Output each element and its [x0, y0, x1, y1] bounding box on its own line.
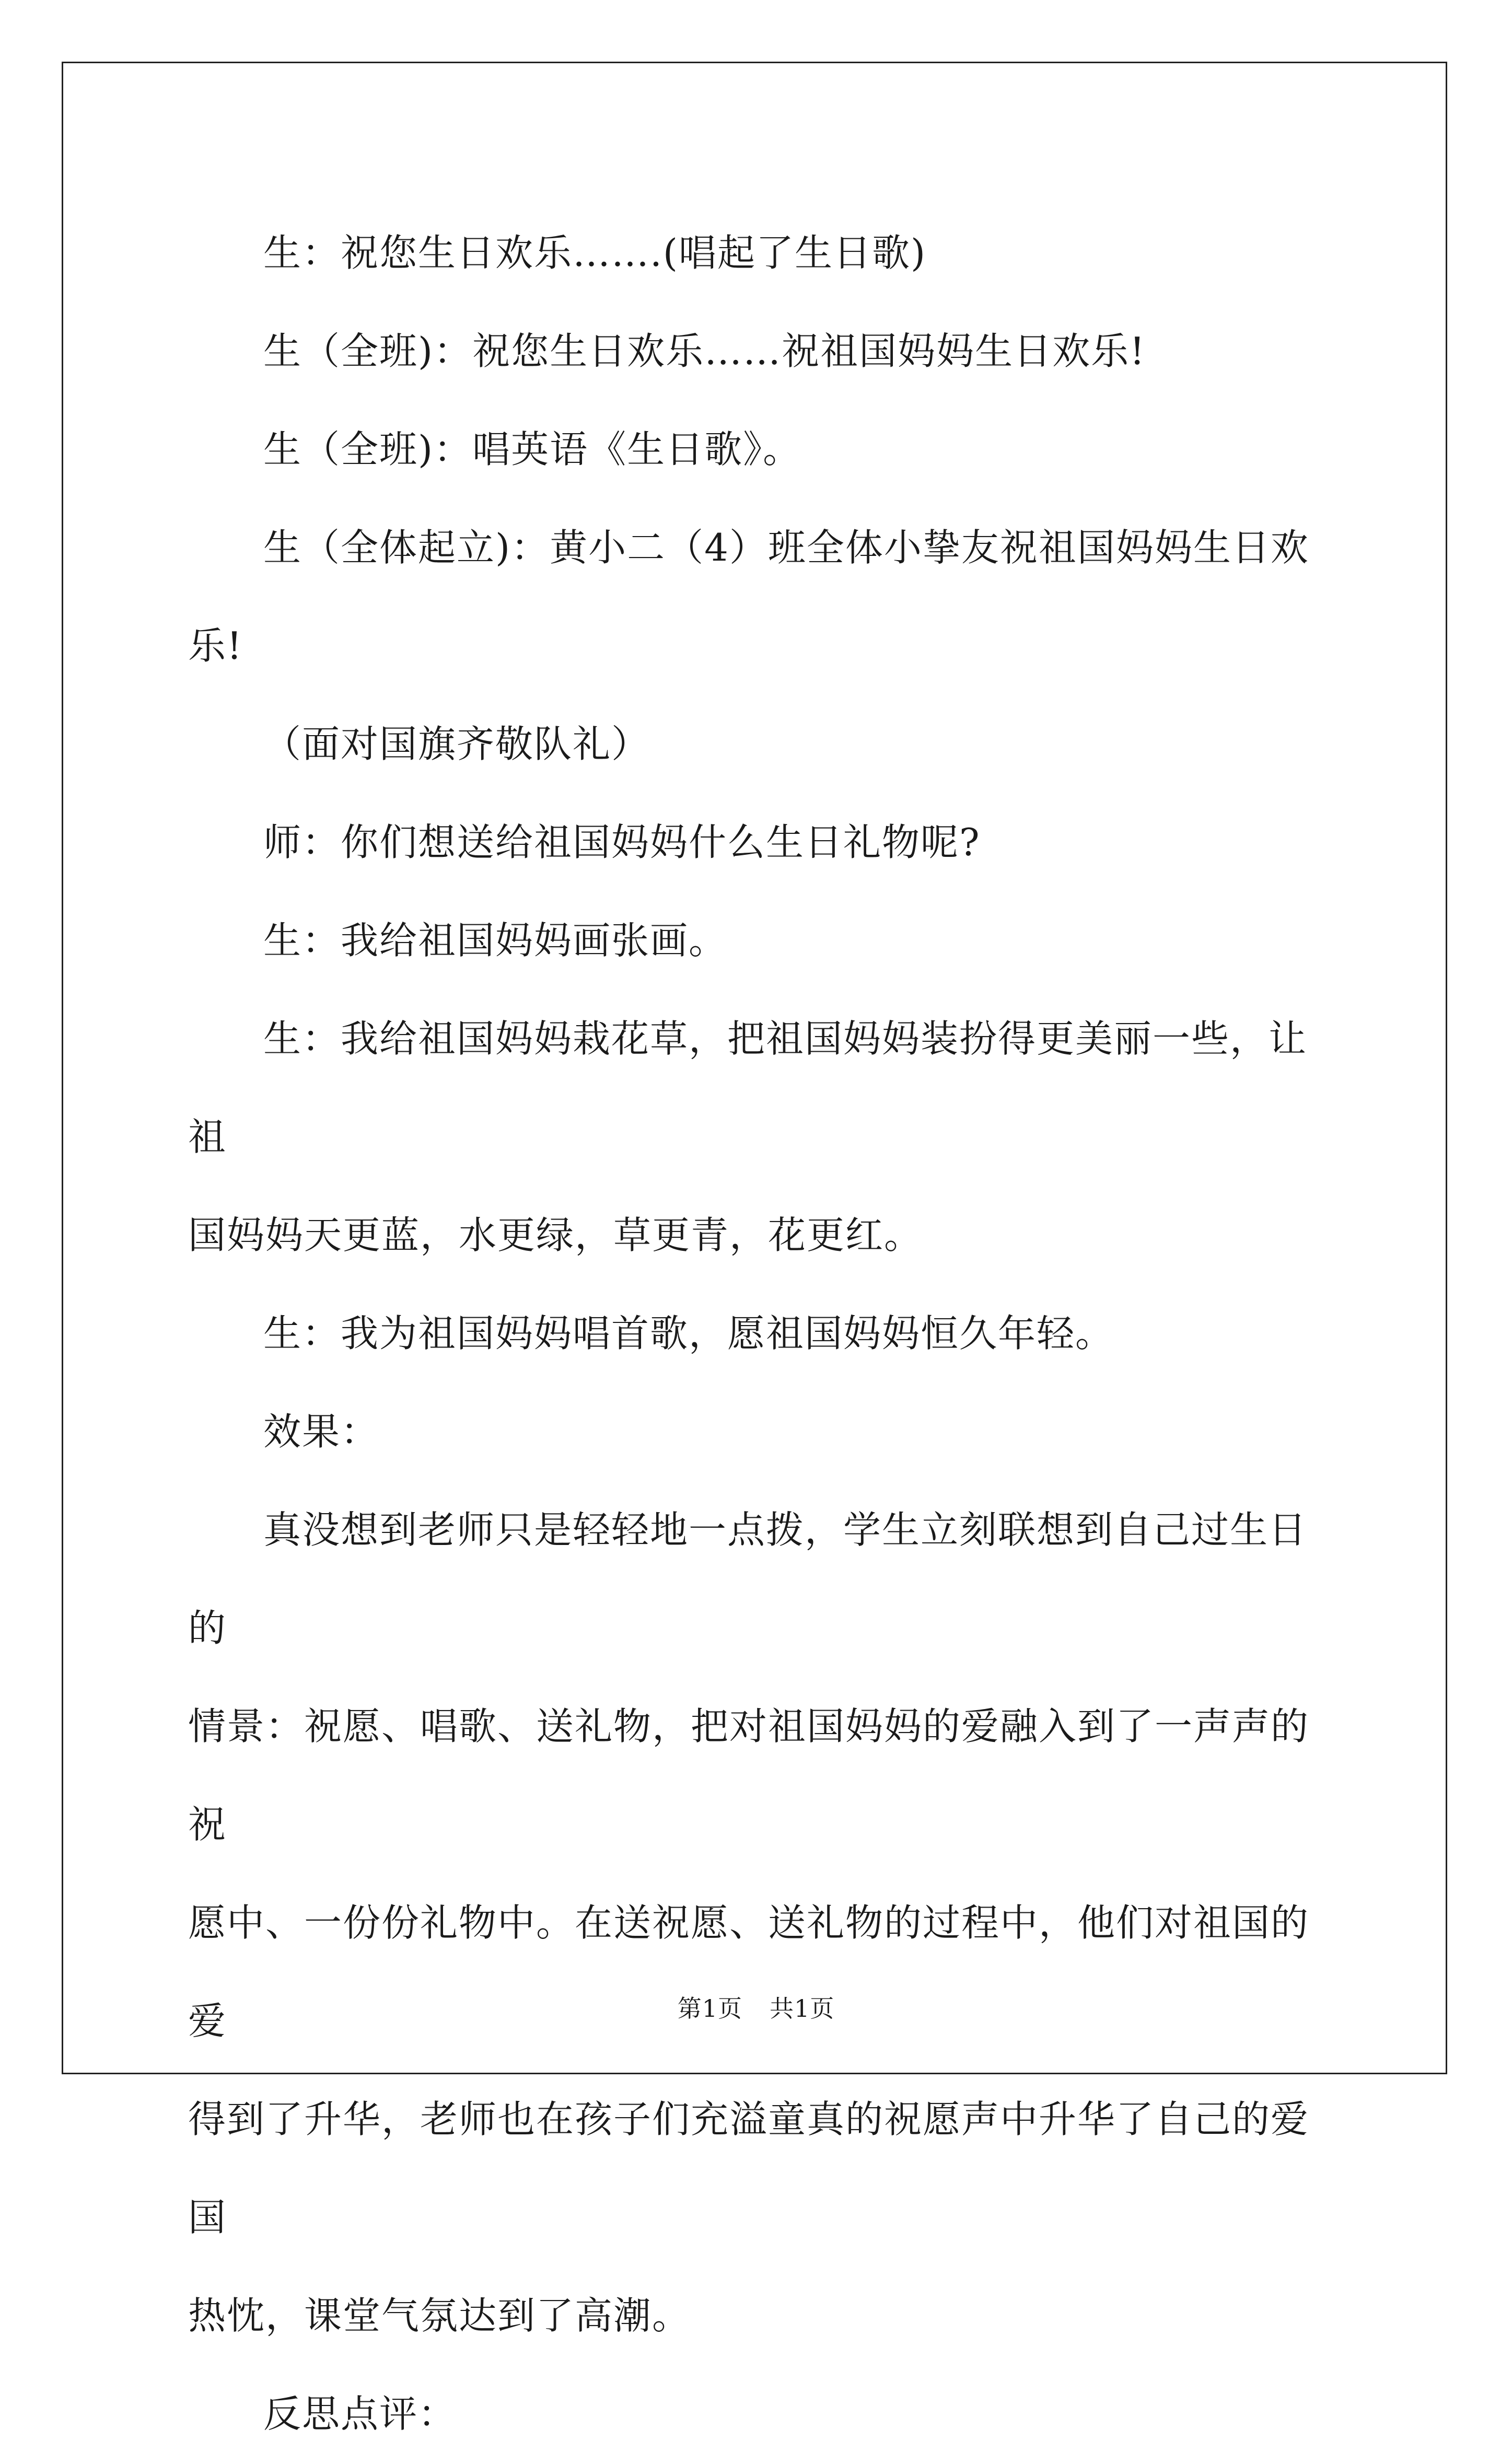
- paragraph-continuation: 情景：祝愿、唱歌、送礼物，把对祖国妈妈的爱融入到了一声声的祝: [188, 1704, 1310, 1846]
- paragraph-continuation: 国妈妈天更蓝，水更绿，草更青，花更红。: [188, 1213, 923, 1257]
- paragraph: 生（全班)：祝您生日欢乐……祝祖国妈妈生日欢乐!: [263, 329, 1146, 373]
- section-heading: 反思点评：: [263, 2392, 457, 2436]
- page-number: 第1页: [677, 1994, 742, 2023]
- paragraph: 师：你们想送给祖国妈妈什么生日礼物呢?: [263, 820, 981, 864]
- section-heading: 效果：: [263, 1410, 380, 1454]
- paragraph: 真没想到老师只是轻轻地一点拨，学生立刻联想到自己过生日的: [188, 1508, 1308, 1650]
- paragraph-continuation: 愿中、一份份礼物中。在送祝愿、送礼物的过程中，他们对祖国的爱: [188, 1901, 1310, 2043]
- page-total: 共1页: [770, 1994, 835, 2023]
- paragraph: 生：我给祖国妈妈栽花草，把祖国妈妈装扮得更美丽一些，让祖: [188, 1017, 1308, 1159]
- page-footer: [0, 1990, 1512, 2024]
- paragraph: 生（全体起立)：黄小二（4）班全体小挚友祝祖国妈妈生日欢乐!: [188, 526, 1309, 668]
- paragraph: 生：祝您生日欢乐…….(唱起了生日歌): [263, 231, 927, 275]
- paragraph: 生：我为祖国妈妈唱首歌，愿祖国妈妈恒久年轻。: [263, 1311, 1114, 1355]
- paragraph-continuation: 热忱，课堂气氛达到了高潮。: [188, 2294, 691, 2338]
- paragraph-continuation: 得到了升华，老师也在孩子们充溢童真的祝愿声中升华了自己的爱国: [188, 2097, 1310, 2239]
- document-body: [188, 204, 1332, 2463]
- paragraph: 生（全班)：唱英语《生日歌》。: [263, 427, 802, 471]
- paragraph: （面对国旗齐敬队礼）: [263, 722, 650, 766]
- paragraph: 生：我给祖国妈妈画张画。: [263, 919, 728, 962]
